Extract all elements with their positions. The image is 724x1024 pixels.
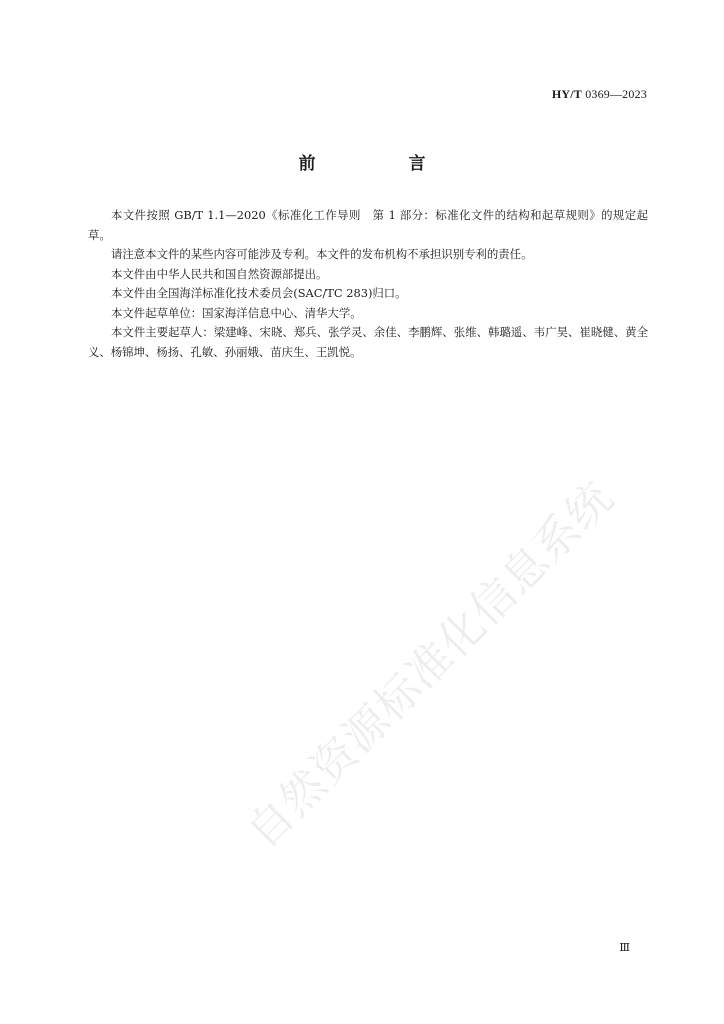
paragraph: 本文件起草单位：国家海洋信息中心、清华大学。 [111, 305, 362, 320]
standard-prefix: HY/T [551, 87, 582, 101]
paragraph: 本文件主要起草人：梁建峰、宋晓、郑兵、张学灵、余佳、李鹏辉、张维、韩璐遥、韦广昊、崔晓健、黄全义、杨锦坤、杨扬、孔敏、孙丽娥、苗庆生、王凯悦。 [88, 325, 648, 359]
paragraph: 本文件由全国海洋标准化技术委员会(SAC/TC 283)归口。 [111, 286, 407, 300]
foreword-body [88, 206, 648, 362]
paragraph: 本文件由中华人民共和国自然资源部提出。 [111, 266, 328, 281]
page-number: Ⅲ [619, 942, 630, 954]
watermark: 自然资源标准化信息系统 [237, 472, 624, 859]
standard-number: 0369—2023 [585, 87, 647, 101]
standard-code [552, 87, 647, 102]
paragraph: 本文件按照 GB/T 1.1—2020《标准化工作导则 第 1 部分：标准化文件的结构和起草规则》的规定起草。 [88, 208, 648, 242]
page-title: 前 言 [298, 154, 464, 174]
paragraph: 请注意本文件的某些内容可能涉及专利。本文件的发布机构不承担识别专利的责任。 [111, 247, 533, 261]
